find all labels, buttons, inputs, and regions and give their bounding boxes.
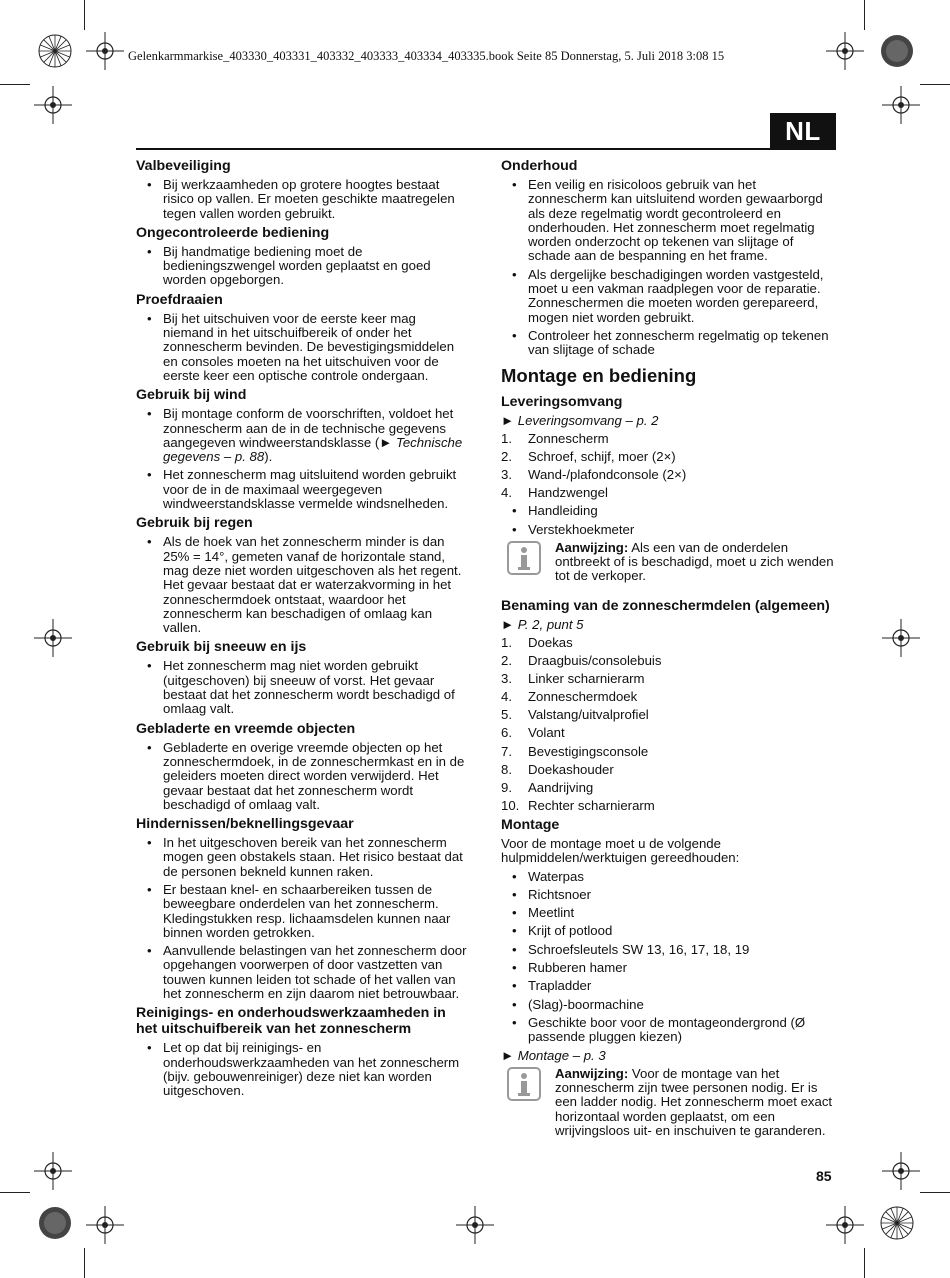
list-item (501, 708, 837, 722)
section-title: Onderhoud (501, 158, 578, 174)
list-item: • Een veilig en risicoloos gebruik van het zonnescherm kan uitsluitend worden gewaarborgd als deze regelmatig wordt gecontroleerd en onderhouden. Het zonnescherm moet regelmatig worden onderzocht op tekenen van slijtage of schade aan de bespanning en het frame. (501, 178, 837, 264)
list-item: • Handleiding (501, 504, 837, 518)
list-item: • Let op dat bij reinigings- en onderhoudswerkzaamheden van het zonnescherm (bijv. gebouwenreiniger) deze niet kan worden uitgeschoven. (136, 1041, 470, 1098)
info-icon (507, 1067, 541, 1101)
page-number: 85 (816, 1168, 832, 1184)
item-text: Handzwengel (528, 485, 608, 501)
item-text: Draagbuis/consolebuis (528, 653, 662, 669)
section-title: Gebladerte en vreemde objecten (136, 720, 356, 737)
list-item: • Er bestaan knel- en schaarbereiken tussen de beweegbare onderdelen van het zonnescherm. Kledingstukken resp. lichaamsdelen kunnen naar binnen worden getrokken. (136, 883, 470, 940)
section-title: Leveringsomvang (501, 393, 623, 410)
crosshair-mark-right-lower (882, 1152, 920, 1190)
section-gebruik-bij-regen (136, 515, 470, 635)
section-montage (501, 817, 837, 1138)
cross-reference[interactable] (501, 1049, 837, 1063)
list-item (136, 407, 470, 464)
header-rule (136, 148, 836, 150)
item-text: Doekas (528, 635, 573, 651)
item-number: 10. (501, 797, 520, 813)
chapter-title: Montage en bediening (501, 364, 697, 386)
section-title: Ongecontroleerde bediening (136, 224, 330, 241)
list-item (501, 726, 837, 740)
note-label: Aanwijzing: (555, 539, 629, 555)
section-valbeveiliging (136, 158, 470, 221)
item-number: 2. (501, 448, 512, 464)
crosshair-mark-top-right (826, 32, 864, 70)
note-label: Aanwijzing: (555, 1065, 629, 1081)
item-text: ). (264, 449, 273, 465)
section-benaming (501, 598, 837, 813)
list-item (501, 763, 837, 777)
list-item: • Verstekhoekmeter (501, 523, 837, 537)
item-text: Zonneschermdoek (528, 689, 638, 705)
note-text: Als een van de onderdelen ontbreekt of is beschadigd, moet u zich wenden tot de verkoper. (555, 539, 834, 584)
item-text: Valstang/uitvalprofiel (528, 707, 649, 723)
crop-line (864, 0, 865, 30)
crop-line (84, 1248, 85, 1278)
crosshair-mark-top-left (86, 32, 124, 70)
crop-line (0, 84, 30, 85)
cross-reference[interactable] (501, 414, 837, 428)
item-number: 3. (501, 671, 512, 687)
section-gebruik-bij-wind (136, 387, 470, 511)
item-text: Schroef, schijf, moer (2×) (528, 448, 676, 464)
section-title: Hindernissen/beknellingsgevaar (136, 816, 354, 833)
item-number: 3. (501, 467, 512, 483)
section-title: Valbeveiliging (136, 158, 231, 174)
section-title: Gebruik bij sneeuw en ijs (136, 639, 307, 656)
reference-arrow-icon: ► (501, 412, 515, 428)
note-box (501, 1067, 837, 1138)
section-title: Reinigings- en onderhoudswerkzaamheden in het uitschuifbereik van het zonnescherm (136, 1005, 446, 1038)
list-item: • Meetlint (501, 906, 837, 920)
crosshair-mark-bottom-right (826, 1206, 864, 1244)
crosshair-mark-right-upper (882, 86, 920, 124)
item-text: Aandrijving (528, 779, 594, 795)
item-number: 2. (501, 653, 512, 669)
list-item: • In het uitgeschoven bereik van het zonnescherm mogen geen obstakels staan. Het risico bestaat dat de personen bekneld kunnen raken. (136, 836, 470, 879)
section-leveringsomvang (501, 394, 837, 584)
list-item (501, 432, 837, 446)
item-number: 4. (501, 689, 512, 705)
crop-line (84, 0, 85, 30)
crosshair-mark-bottom-left (86, 1206, 124, 1244)
language-tab: NL (770, 113, 836, 150)
note-box (501, 541, 837, 584)
item-text: Bevestigingsconsole (528, 743, 649, 759)
reference-text: Montage – p. 3 (517, 1047, 606, 1063)
list-item: • Krijt of potlood (501, 924, 837, 938)
item-number: 8. (501, 761, 512, 777)
list-item: • Het zonnescherm mag uitsluitend worden gebruikt voor de in de maximaal weergegeven windweerstandsklasse vermelde windsnelheden. (136, 468, 470, 511)
list-item (501, 799, 837, 813)
info-icon (507, 541, 541, 575)
list-item: • Aanvullende belastingen van het zonnescherm door opgehangen voorwerpen of door vastzetten van touwen kunnen leiden tot schade of het vallen van het zonnescherm en zijn daarom niet betrouwbaar. (136, 944, 470, 1001)
registration-mark-top-left (38, 34, 72, 68)
list-item (501, 450, 837, 464)
note-text: Voor de montage van het zonnescherm zijn twee personen nodig. Er is een ladder nodig. Het zonnescherm moet exact horizontaal worden geplaatst, om een wrijvingsloos uit- en inschuiven te garanderen. (555, 1065, 833, 1138)
section-gebladerte (136, 721, 470, 812)
list-item: • Geschikte boor voor de montageondergrond (Ø passende pluggen kiezen) (501, 1016, 837, 1045)
section-gebruik-bij-sneeuw (136, 639, 470, 716)
section-hindernissen (136, 816, 470, 1001)
list-item (501, 654, 837, 668)
list-item: • Het zonnescherm mag niet worden gebruikt (uitgeschoven) bij sneeuw of vorst. Het gevaar bestaat dat het zonnescherm wordt beschadigd of omlaag valt. (136, 659, 470, 716)
section-reiniging (136, 1005, 470, 1098)
section-title: Gebruik bij regen (136, 515, 253, 532)
list-item (501, 636, 837, 650)
section-title: Benaming van de zonneschermdelen (algemeen) (501, 597, 830, 614)
list-item: • Rubberen hamer (501, 961, 837, 975)
crop-line (864, 1248, 865, 1278)
crosshair-mark-bottom-center (456, 1206, 494, 1244)
item-text: Linker scharnierarm (528, 671, 645, 687)
list-item: • Als dergelijke beschadigingen worden vastgesteld, moet u een vakman raadplegen voor de reparatie. Zonneschermen die moeten worden gerepareerd, mogen niet worden gebruikt. (501, 268, 837, 325)
crop-line (0, 1192, 30, 1193)
item-number: 7. (501, 743, 512, 759)
item-text: Rechter scharnierarm (528, 797, 655, 813)
section-title: Montage (501, 816, 560, 833)
registration-mark-top-right (880, 34, 914, 68)
crosshair-mark-left-upper (34, 86, 72, 124)
list-item: • Richtsnoer (501, 888, 837, 902)
list-item: • Bij werkzaamheden op grotere hoogtes bestaat risico op vallen. Er moeten geschikte maatregelen tegen vallen worden gebruikt. (136, 178, 470, 221)
list-item: • Schroefsleutels SW 13, 16, 17, 18, 19 (501, 943, 837, 957)
cross-reference[interactable] (501, 618, 837, 632)
crop-line (920, 84, 950, 85)
crosshair-mark-left-middle (34, 619, 72, 657)
item-text: Doekashouder (528, 761, 614, 777)
list-item (501, 781, 837, 795)
left-column (136, 158, 470, 1103)
crosshair-mark-right-middle (882, 619, 920, 657)
list-item: • Gebladerte en overige vreemde objecten op het zonneschermdoek, in de zonneschermkast en in de geleiders moeten direct worden verwijderd. Het gevaar bestaat dat het zonnescherm wordt beschadigd of omlaag valt. (136, 741, 470, 812)
item-number: 4. (501, 485, 512, 501)
crop-line (920, 1192, 950, 1193)
list-item (501, 468, 837, 482)
item-text: Bij montage conform de voorschriften, voldoet het zonnescherm aan de in de technische gegevens aangegeven windweerstandsklasse ( (163, 406, 454, 450)
reference-arrow-icon: ► (501, 616, 515, 632)
section-proefdraaien (136, 292, 470, 383)
item-text: Zonnescherm (528, 430, 609, 446)
intro-text: Voor de montage moet u de volgende hulpmiddelen/werktuigen gereedhouden: (501, 835, 740, 866)
section-ongecontroleerde-bediening (136, 225, 470, 288)
reference-text: Leveringsomvang – p. 2 (517, 412, 659, 428)
list-item (501, 486, 837, 500)
section-title: Gebruik bij wind (136, 387, 247, 404)
crosshair-mark-left-lower (34, 1152, 72, 1190)
section-onderhoud (501, 158, 837, 358)
registration-mark-bottom-left (38, 1206, 72, 1240)
reference-arrow-icon: ► (379, 434, 393, 450)
item-number: 5. (501, 707, 512, 723)
spacer (501, 590, 837, 598)
list-item: • (Slag)-boormachine (501, 998, 837, 1012)
registration-mark-bottom-right (880, 1206, 914, 1240)
list-item: • Bij het uitschuiven voor de eerste keer mag niemand in het uitschuifbereik of onder het zonnescherm bevinden. De bevestigingsmiddelen en consoles moeten na het uitschuiven voor de eerste keer een optische controle ondergaan. (136, 312, 470, 383)
list-item: • Bij handmatige bediening moet de bedieningszwengel worden geplaatst en goed worden opgeborgen. (136, 245, 470, 288)
list-item (501, 690, 837, 704)
item-number: 1. (501, 430, 512, 446)
item-text: Volant (528, 725, 565, 741)
list-item: • Trapladder (501, 979, 837, 993)
item-number: 1. (501, 635, 512, 651)
right-column (501, 158, 837, 1144)
item-text: Wand-/plafondconsole (2×) (528, 467, 687, 483)
section-title: Proefdraaien (136, 291, 223, 308)
reference-text: P. 2, punt 5 (517, 616, 584, 632)
reference-arrow-icon: ► (501, 1047, 515, 1063)
list-item: • Waterpas (501, 870, 837, 884)
item-number: 9. (501, 779, 512, 795)
list-item (501, 745, 837, 759)
cross-reference[interactable]: Technische gegevens – p. 88 (163, 434, 463, 465)
list-item (501, 672, 837, 686)
item-number: 6. (501, 725, 512, 741)
list-item: • Controleer het zonnescherm regelmatig op tekenen van slijtage of schade (501, 329, 837, 358)
book-header-line: Gelenkarmmarkise_403330_403331_403332_403333_403334_403335.book Seite 85 Donnerstag, 5. Juli 2018 3:08 15 (128, 49, 725, 63)
list-item: • Als de hoek van het zonnescherm minder is dan 25% = 14°, gemeten vanaf de horizontale stand, mag deze niet worden uitgeschoven als het regent. Het gevaar bestaat dat er waterzakvorming in het zonneschermdoek ontstaat, waardoor het zonnescherm kan beschadigen of omlaag kan vallen. (136, 535, 470, 635)
